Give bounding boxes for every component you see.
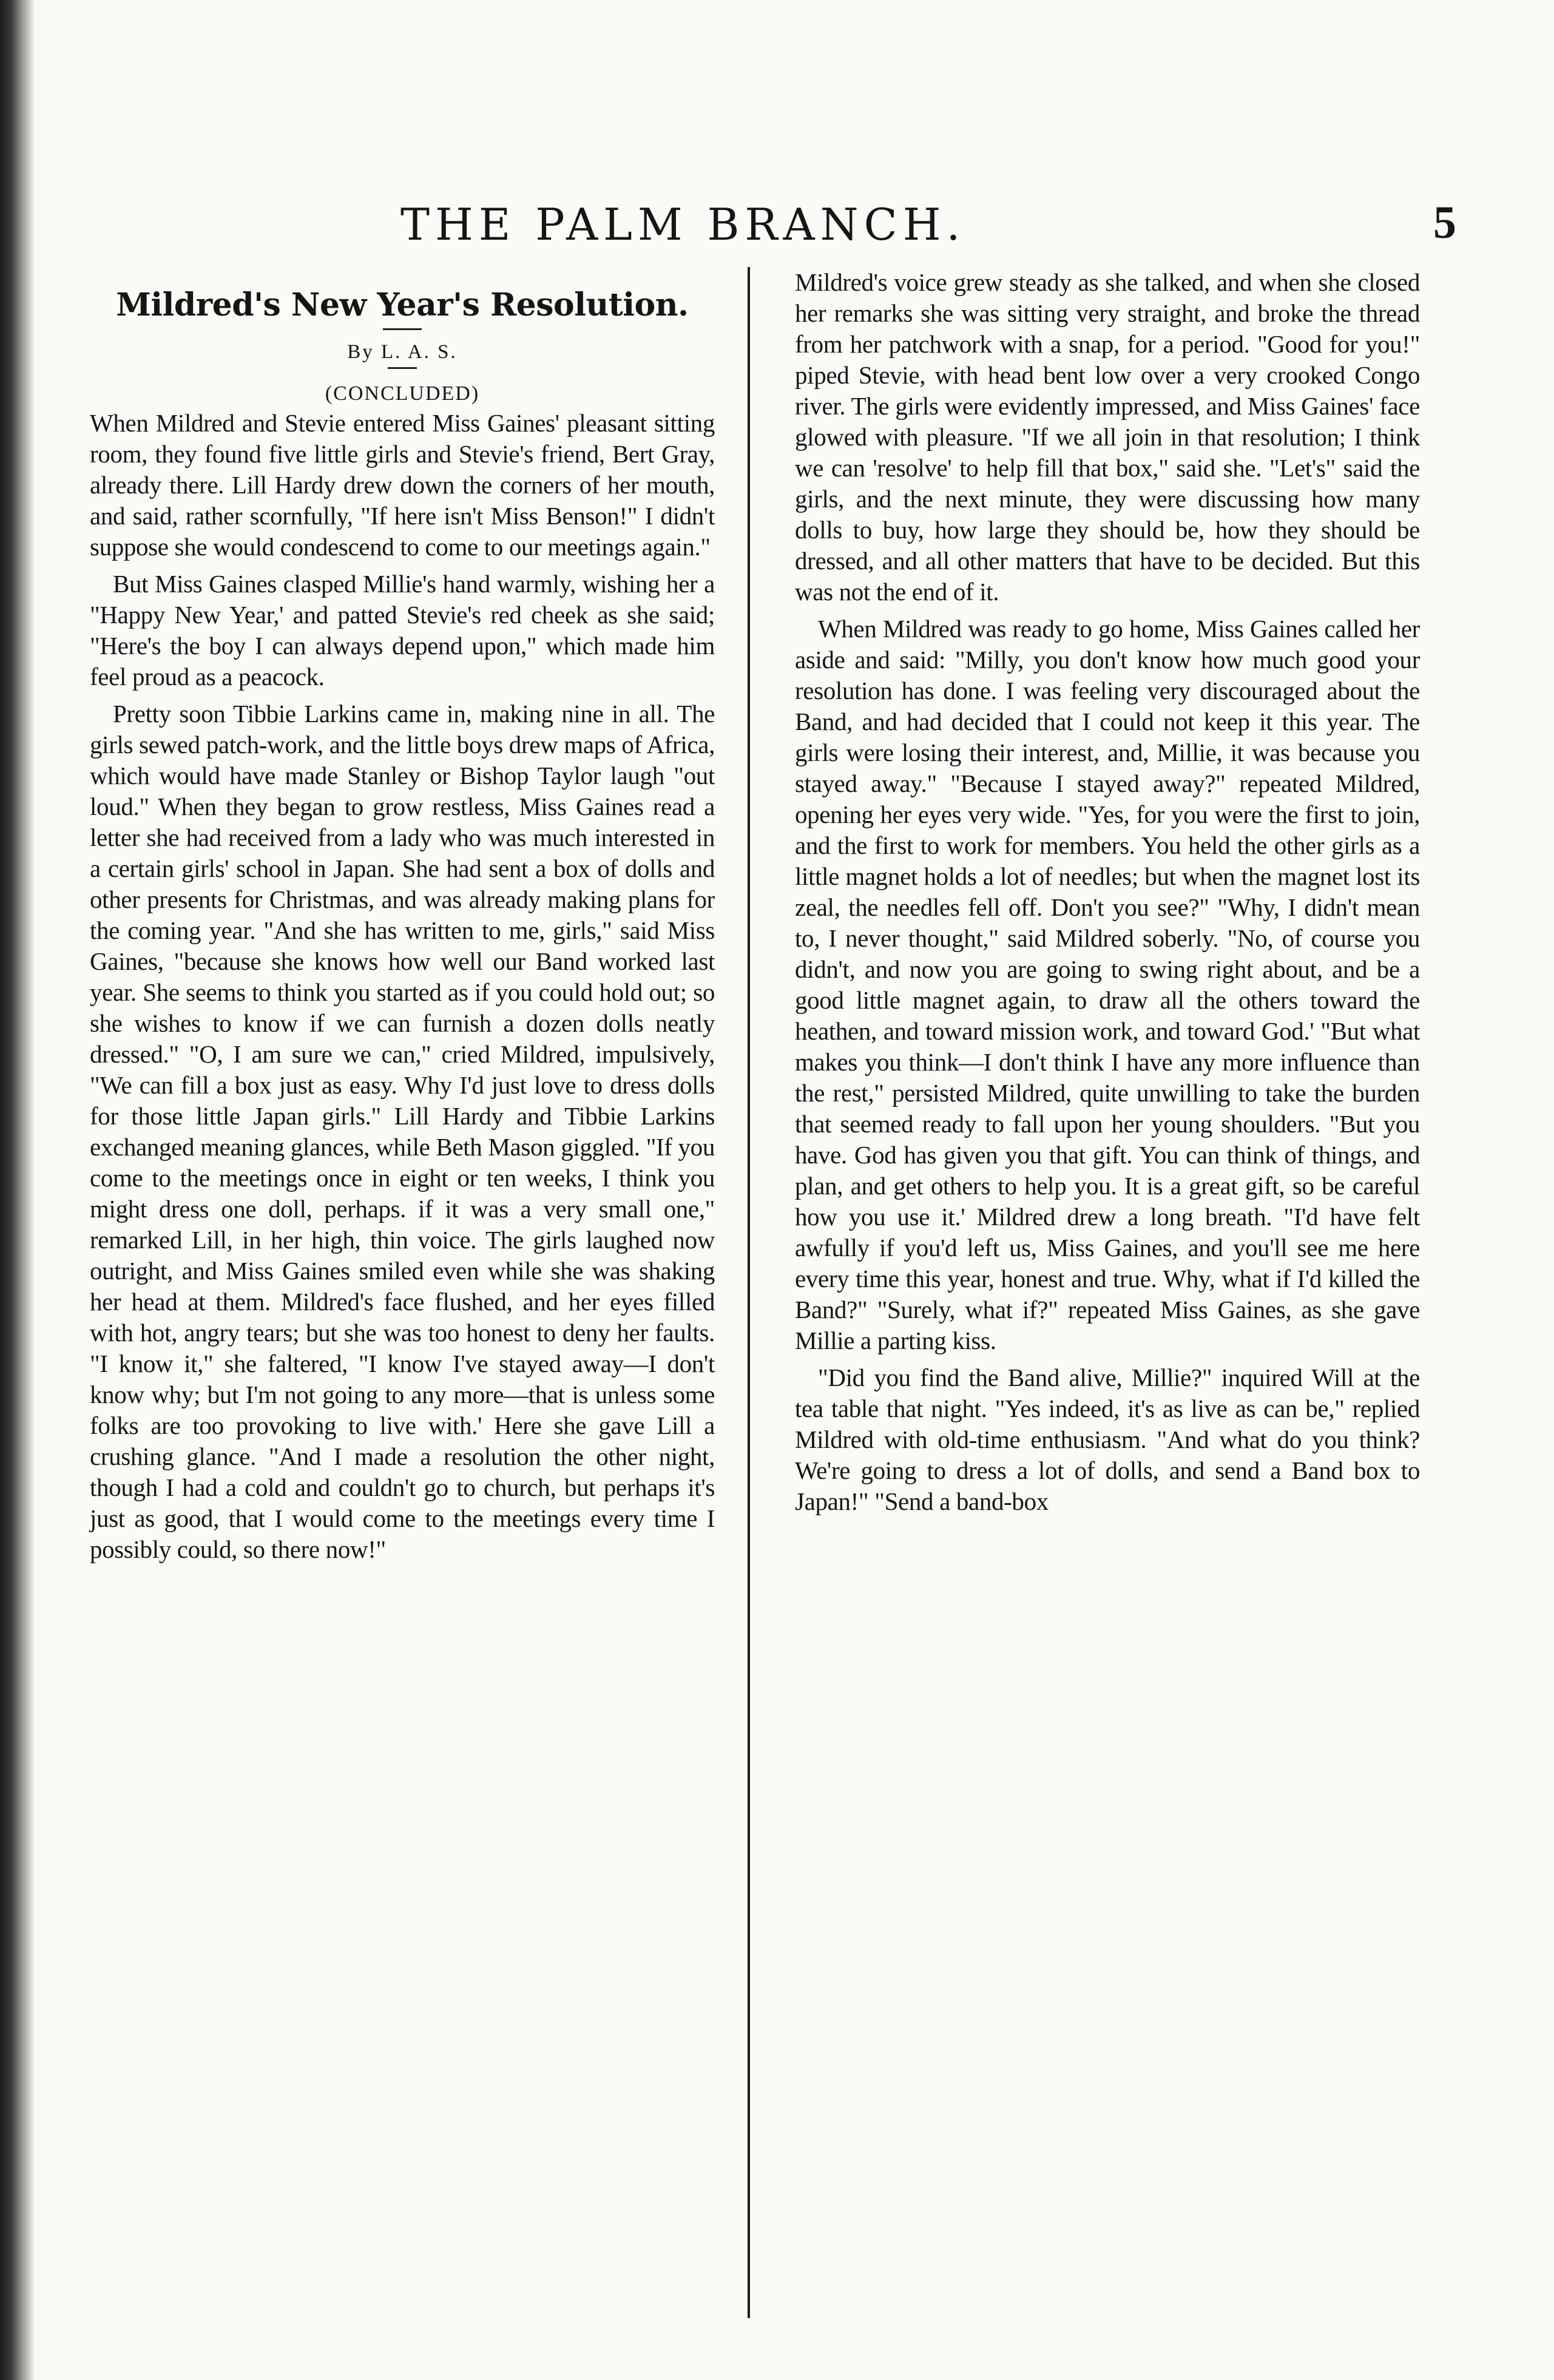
title-rule bbox=[383, 328, 422, 330]
page-number: 5 bbox=[1433, 197, 1456, 248]
story-title: Mildred's New Year's Resolution. bbox=[116, 286, 689, 323]
story-status: (CONCLUDED) bbox=[325, 382, 480, 405]
page-header bbox=[91, 199, 1456, 260]
paragraph: Pretty soon Tibbie Larkins came in, making nine in all. The girls sewed patch-work, and the little boys drew maps of Africa, which would have made Stanley or Bishop Taylor laugh "out loud." When they began to grow restless, Miss Gaines read a letter she had received from a lady who was much interested in a certain girls' school in Japan. She had sent a box of dolls and other presents for Christmas, and was already making plans for the coming year. "And she has written to me, girls," said Miss Gaines, "because she knows how well our Band worked last year. She seems to think you started as if you could hold out; so she wishes to know if we can furnish a dozen dolls neatly dressed." "O, I am sure we can," cried Mildred, impulsively, "We can fill a box just as easy. Why I'd just love to dress dolls for those little Japan girls." Lill Hardy and Tibbie Larkins exchanged meaning glances, while Beth Mason giggled. "If you come to the meetings once in eight or ten weeks, I think you might dress one doll, perhaps. if it was a very small one," remarked Lill, in her high, thin voice. The girls laughed now outright, and Miss Gaines smiled even while she was shaking her head at them. Mildred's face flushed, and her eyes filled with hot, angry tears; but she was too honest to deny her faults. "I know it," she faltered, "I know I've stayed away—I don't know why; but I'm not going to any more—that is unless some folks are too provoking to live with.' Here she gave Lill a crushing glance. "And I made a resolution the other night, though I had a cold and couldn't go to church, but perhaps it's just as good, that I would come to the meetings every time I possibly could, so there now!" bbox=[90, 700, 715, 1563]
byline-rule bbox=[388, 367, 417, 369]
publication-title: THE PALM BRANCH. bbox=[400, 199, 966, 250]
paragraph: Mildred's voice grew steady as she talked, and when she closed her remarks she was sitting very straight, and broke the thread from her patchwork with a snap, for a period. "Good for you!" piped Stevie, with head bent low over a very crooked Congo river. The girls were evidently impressed, and Miss Gaines' face glowed with pleasure. "If we all join in that resolution; I think we can 'resolve' to help fill that box," said she. "Let's" said the girls, and the next minute, they were discussing how many dolls to buy, how large they should be, how they should be dressed, and all other matters that have to be decided. But this was not the end of it. bbox=[795, 268, 1420, 606]
paragraph: When Mildred was ready to go home, Miss Gaines called her aside and said: "Milly, you don't know how much good your resolution has done. I was feeling very discouraged about the Band, and had decided that I could not keep it this year. The girls were losing their interest, and, Millie, it was because you stayed away." "Because I stayed away?" repeated Mildred, opening her eyes very wide. "Yes, for you were the first to join, and the first to work for members. You held the other girls as a little magnet holds a lot of needles; but when the magnet lost its zeal, the needles fell off. Don't you see?" "Why, I didn't mean to, I never thought," said Mildred soberly. "No, of course you didn't, and now you are going to swing right about, and be a good little magnet again, to draw all the others toward the heathen, and toward mission work, and toward God.' "But what makes you think—I don't think I have any more influence than the rest," persisted Mildred, quite unwilling to take the burden that seemed ready to fall upon her young shoulders. "But you have. God has given you that gift. You can think of things, and plan, and get others to help you. It is a great gift, so be careful how you use it.' Mildred drew a long breath. "I'd have felt awfully if you'd left us, Miss Gaines, and you'll see me here every time this year, honest and true. Why, what if I'd killed the Band?" "Surely, what if?" repeated Miss Gaines, as she gave Millie a parting kiss. bbox=[795, 615, 1420, 1354]
story-byline: By L. A. S. bbox=[347, 341, 458, 363]
left-column bbox=[90, 267, 715, 1571]
scan-binding-edge bbox=[0, 0, 35, 2380]
right-column bbox=[795, 267, 1420, 1523]
paragraph: But Miss Gaines clasped Millie's hand warmly, wishing her a "Happy New Year,' and patted Stevie's red cheek as she said; "Here's the boy I can always depend upon," which made him feel proud as a peacock. bbox=[90, 570, 715, 691]
column-divider bbox=[748, 267, 750, 2318]
paragraph: When Mildred and Stevie entered Miss Gaines' pleasant sitting room, they found five little girls and Stevie's friend, Bert Gray, already there. Lill Hardy drew down the corners of her mouth, and said, rather scornfully, "If here isn't Miss Benson!" I didn't suppose she would condescend to come to our meetings again." bbox=[90, 409, 715, 561]
paragraph: "Did you find the Band alive, Millie?" inquired Will at the tea table that night. "Yes indeed, it's as live as can be," replied Mildred with old-time enthusiasm. "And what do you think? We're going to dress a lot of dolls, and send a Band box to Japan!" "Send a band-box bbox=[795, 1364, 1420, 1515]
